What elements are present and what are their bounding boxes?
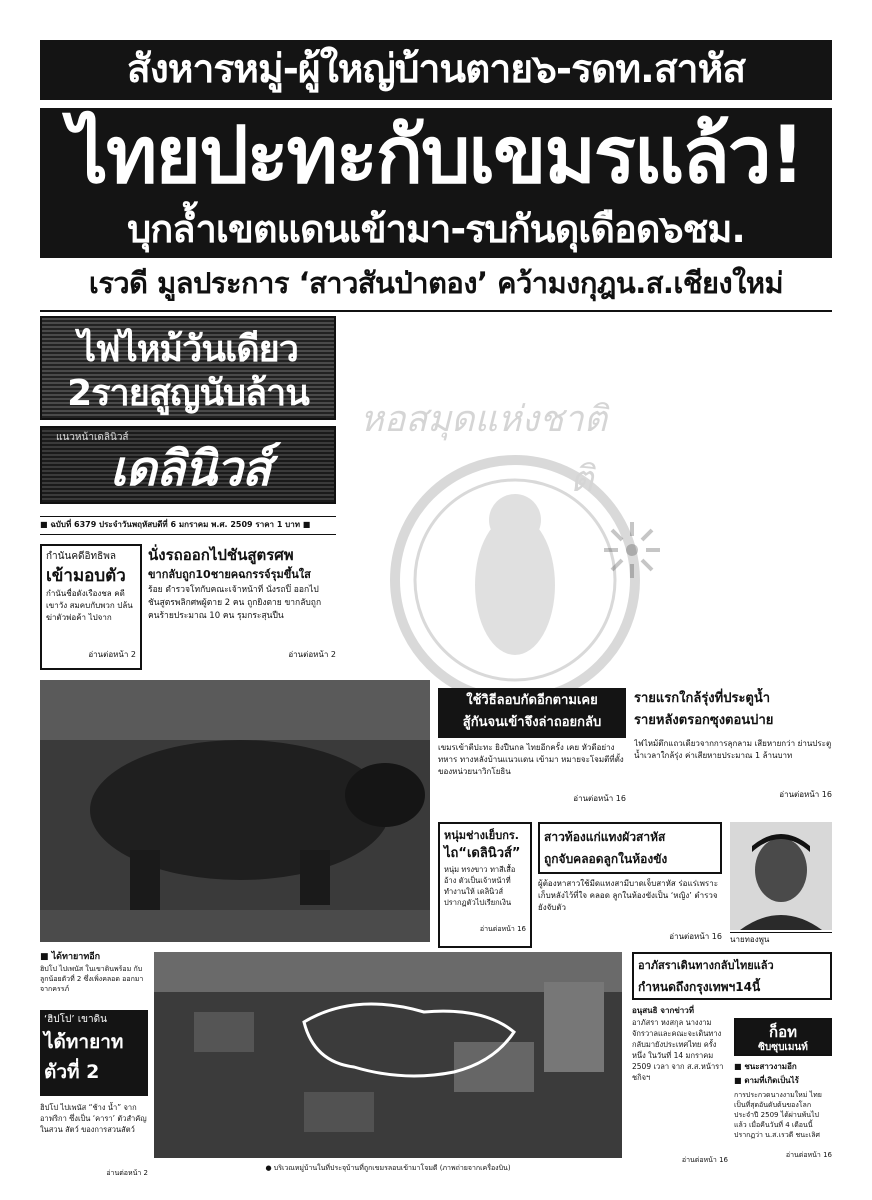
story-bus [148,544,336,670]
first-title-2: รายหลังตรอกซุงตอนบ่าย [634,713,774,728]
sidebar-item1-body: ฮิปโป ไปเพนัส ในเขาดินพร้อม กับลูกน้อยตัวที่ 2 ซึ่งเพิ่งคลอด ออกมาจากครรภ์ [40,965,144,993]
third-headline: เรวดี มูลประการ ‘สาวสันป่าตอง’ คว้ามงกุฎน.ส.เชียงใหม่ [88,266,784,300]
aerial-caption: ● บริเวณหมู่บ้านในที่ประจุบ้านที่ถูกเขมรลอบเข้ามาโจมตี (ภาพถ่ายจากเครื่องบิน) [265,1164,511,1172]
portrait-image [730,822,832,930]
youth-title-1: หนุ่มช่างเย็บกร. [444,829,519,842]
queen-body-column [632,1004,728,1180]
gossip-title-box [734,1018,832,1056]
first-title-1: รายแรกใกล้รุ่งที่ประตูน้ำ [634,691,771,706]
kamnan-continued: อ่านต่อหน้า 2 [88,650,136,659]
queen-title-1: อาภัสราเดินทางกลับไทยแล้ว [638,959,774,972]
portrait-caption: นายทองพูน [730,932,832,947]
pregnant-title-2: ถูกจับคลอดลูกในห้องขัง [544,852,668,866]
masthead [40,426,336,504]
queen-body: อาภัสรา หงสกุล นางงาม จักรวาลและคณะจะเดินทาง กลับมายังประเทศไทย ครั้งหนึ่ง ในวันที่ 14 มกราคม 2509 เวลา จาก ส.ส.หน้าราชกิจฯ [632,1018,724,1082]
divider-rule [40,310,832,312]
watermark-text: หอสมุดแห่งชาติ [360,399,607,440]
youth-continued: อ่านต่อหน้า 16 [479,925,526,933]
top-headline-bar [40,40,832,100]
pregnant-title-box [538,822,722,874]
main-headline: ไทยปะทะกับเขมรแล้ว! [68,111,804,201]
gossip-body: การประกวดนางงามใหม่ ไทยเป็นที่สุดอันดับต้นของโลก ประจำปี 2509 ได้ผ่านพ้นไป แล้ว เมื่อคืนวันที่ 4 เดือนนี้ ปรากฏว่า น.ส.เรวดี ชนะเลิศ [734,1091,822,1139]
hippo-body: ฮิปโป ไปเพนัส “ช้าง น้ำ” จากอาฟริกา ซึ่งเป็น ‘คารา’ ตัวสำคัญในสวน สัตว์ ของการสวนสัตว์ [40,1103,147,1134]
story-pregnant [538,822,722,948]
gossip-item-1: ■ ชนะสาวงามอีก [734,1062,797,1071]
trick-body: เขมรเข้าตีปะทะ ยิงปืนกล ไทยอีกครั้ง เคย หัวดีอย่างทหาร ทางหลังบ้านแนวแดน เข้ามา หมายจะโจมตีที่ตั้งของหน่วยนาวิกโยธิน [438,743,624,776]
sidebar-item1-title: ■ ได้ทายาทอีก [40,952,101,962]
issue-line: ■ ฉบับที่ 6379 ประจำวันพฤหัสบดีที่ 6 มกราคม พ.ศ. 2509 ราคา 1 บาท ■ [40,520,311,529]
kamnan-title: เข้ามอบตัว [46,566,126,586]
first-continued: อ่านต่อหน้า 16 [779,790,832,799]
story-trick [438,688,626,816]
queen-title-box [632,952,832,1000]
trick-title-1: ใช้วิธีลอบกัดอีกตามเคย [466,693,598,708]
top-headline: สังหารหมู่-ผู้ใหญ่บ้านตาย๖-รดท.สาหัส [126,47,746,92]
pregnant-title-1: สาวท้องแก่แทงผัวสาหัส [544,830,666,844]
masthead-small-title: แนวหน้าเดลินิวส์ [56,432,129,443]
masthead-title: เดลินิวส์ [109,441,271,497]
hippo-number: ตัวที่ 2 [44,1061,100,1083]
story-youth [438,822,532,948]
hippo-kicker: ‘ฮิปโป’ เขาดิน [44,1014,107,1025]
pregnant-body: ผู้ต้องหาสาวใช้มีดแทงสามีบาดเจ็บสาหัส ร่อแร่เพราะเก็บหลังไว้ที่ใจ คลอด ลูกในห้องขังเป็น ‘หญิง’ ตำรวจยังจับตัว [538,879,719,912]
hippo-headline-box [40,1010,148,1096]
hippo-image [40,680,430,942]
suspect-portrait [730,822,832,930]
gossip-continued: อ่านต่อหน้า 16 [785,1151,832,1159]
bus-title-2: ขากลับถูก10ชายคฉกรรจ์รุมขึ้นใส [148,568,311,581]
hippo-continued: อ่านต่อหน้า 2 [106,1169,148,1177]
queen-continued: อ่านต่อหน้า 16 [681,1156,728,1164]
first-body: ไฟไหม้ตึกแถวเดียวจากการลุกลาม เสียหายกว่า ย่านประตูน้ำเวลาใกล้รุ่ง ค่าเสียหายประมาณ 1 ล้านบาท [634,739,832,760]
sub-headline: บุกล้ำเขตแดนเข้ามา-รบกันดุเดือด๖ชม. [127,207,745,251]
fire-headline-box [40,316,336,420]
issue-rule-top [40,516,336,517]
queen-title-2: กำหนดถึงกรุงเทพฯ14นี้ [638,980,761,994]
kamnan-body: กำนันชื่อดังเรืองชล คดีเขาวัง สมคบกับพวก ปล้นฆ่าตัวพ่อค้า ไปจาก [46,589,133,622]
youth-body: หนุ่ม ทรงขาว ทาสีเสื้อ อ้าง ตัวเป็นเจ้าหน้าที่ทำงานให้ เดลินิวส์ ปรากฏตัวไปเรียกเงิน [444,865,516,907]
story-first-fire [634,688,832,816]
gossip-title-2: ซิบซุบเมนท์ [758,1042,808,1053]
queen-body-head: อนุสนธิ จากข่าวที่ [632,1006,695,1015]
pregnant-continued: อ่านต่อหน้า 16 [669,932,722,941]
bus-body: ร้อย ตำรวจโทกับคณะเจ้าหน้าที่ นั่งรถปิ๊ ออกไปชันสูตรพลิกศพผู้ตาย 2 คน ถูกยิงตาย ขากลับถูกคนร้ายประมาณ 10 คน รุมกระสุนปืน [148,585,322,621]
main-headline-block [40,108,832,258]
aerial-image [154,952,622,1158]
issue-rule-bottom [40,534,336,535]
sidebar-left [40,950,148,1180]
trick-title-2: สู้กันจนเข้าจึงล่าถอยกลับ [462,715,602,730]
watermark-text-2: ติ [570,459,594,500]
sun-ornament-icon [602,520,662,580]
youth-title-2: ไถ“เดลินิวส์” [444,846,521,861]
trick-title-bar [438,688,626,738]
gossip-title-1: ก็อท [769,1023,797,1041]
aerial-photo [154,952,622,1158]
kamnan-kicker: กำนันคดีอิทธิพล [46,551,116,562]
trick-continued: อ่านต่อหน้า 16 [573,794,626,803]
fire-headline-line1: ไฟไหม้วันเดียว [78,329,298,370]
gossip-item-2: ■ ดามที่เกิดเป็นไร้ [734,1076,799,1085]
hippo-headline: ได้ทายาท [44,1031,124,1053]
bus-continued: อ่านต่อหน้า 2 [288,650,336,659]
gossip-column [734,1018,832,1180]
bus-title-1: นั่งรถออกไปชันสูตรศพ [148,546,294,564]
fire-headline-line2: 2รายสูญนับล้าน [67,373,309,414]
hippo-photo [40,680,430,942]
story-kamnan [40,544,142,670]
